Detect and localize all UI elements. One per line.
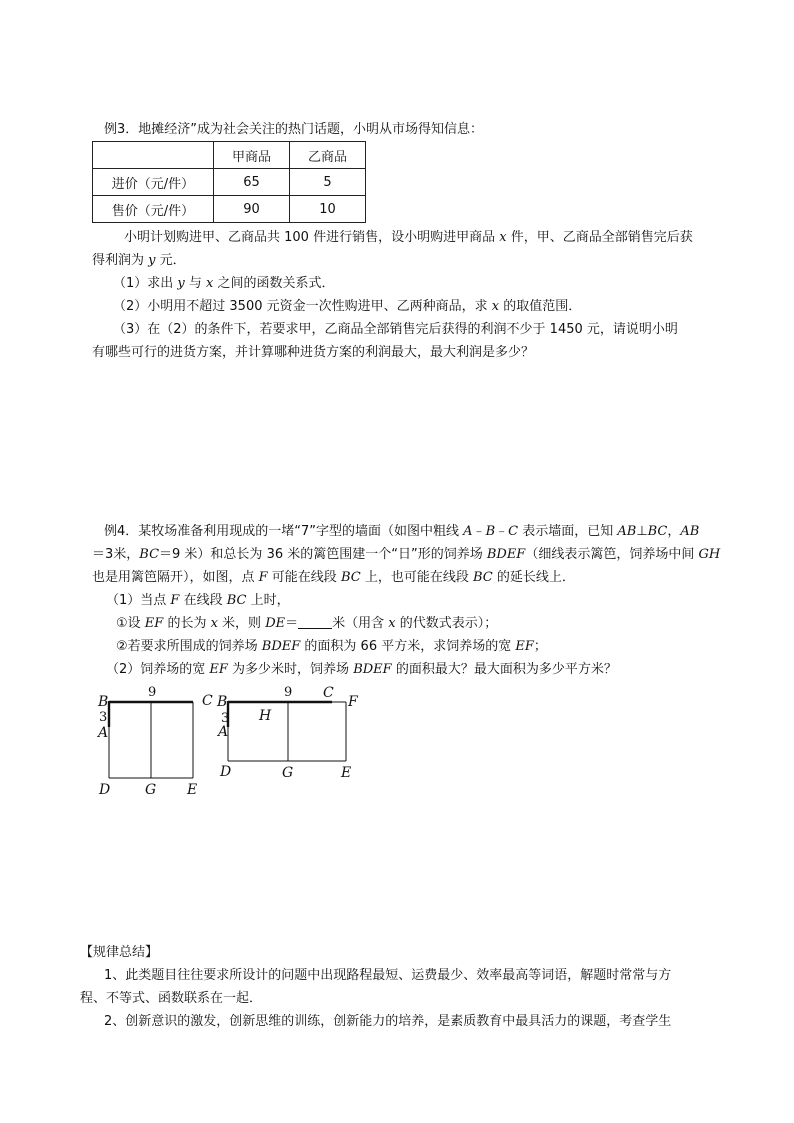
ex4-line2: ＝3米，BC＝9 米）和总长为 36 米的篱笆围建一个“日”形的饲养场 BDEF（细线表示篱笆，饲养场中间 GH: [92, 547, 721, 562]
label-a: A: [218, 724, 229, 740]
ex4-sub1: （1）当点 F 在线段 BC 上时，: [106, 593, 290, 608]
table-cell: 10: [290, 196, 366, 223]
table-row: [93, 196, 366, 223]
label-9: 9: [148, 685, 157, 700]
goods-table: [92, 141, 366, 223]
table-cell: 65: [214, 169, 290, 196]
summary-p2: 2、创新意识的激发，创新思维的训练，创新能力的培养，是素质教育中最具活力的课题，考查学生: [104, 1014, 672, 1029]
label-3: 3: [99, 710, 108, 725]
ex4-sub1b: ②若要求所围成的饲养场 BDEF 的面积为 66 平方米，求饲养场的宽 EF；: [116, 639, 547, 654]
ex3-question-3b: 有哪些可行的进货方案，并计算哪种进货方案的利润最大，最大利润是多少？: [92, 345, 535, 360]
label-d: D: [99, 782, 111, 798]
label-g: G: [282, 765, 294, 781]
ex3-question-2: （2）小明用不超过 3500 元资金一次性购进甲、乙两种商品，求 x 的取值范围．: [113, 299, 582, 314]
label-b: B: [98, 694, 109, 710]
label-g: G: [145, 782, 157, 798]
label-3: 3: [221, 711, 230, 726]
label-d: D: [220, 764, 232, 780]
table-header-row: [93, 142, 366, 169]
table-cell: 90: [214, 196, 290, 223]
label-c: C: [202, 693, 213, 709]
table-row: [93, 169, 366, 196]
ex4-line3: 也是用篱笆隔开），如图，点 F 可能在线段 BC 上，也可能在线段 BC 的延长线上．: [92, 570, 575, 585]
table-header-cell: [93, 142, 214, 169]
label-9: 9: [284, 685, 293, 700]
ex3-intro-line2: 得利润为 y 元．: [92, 253, 186, 268]
table-cell: 5: [290, 169, 366, 196]
figure-2: [214, 684, 364, 784]
label-e: E: [187, 782, 198, 798]
label-f: F: [348, 694, 358, 710]
answer-blank[interactable]: [298, 614, 332, 629]
ex4-line1: 例4．某牧场准备利用现成的一堵“7”字型的墙面（如图中粗线 A﹣B﹣C 表示墙面，已知 AB⊥BC，AB: [104, 524, 700, 539]
label-c: C: [323, 685, 334, 701]
figure-1: [96, 684, 229, 800]
ex3-question-3a: （3）在（2）的条件下，若要求甲，乙商品全部销售完后获得的利润不少于 1450 元，请说明小明: [113, 322, 678, 337]
summary-p1a: 1、此类题目往往要求所设计的问题中出现路程最短、运费最少、效率最高等词语，解题时常常与方: [104, 968, 672, 983]
ex4-sub1a: ①设 EF 的长为 x 米，则 DE＝ 米（用含 x 的代数式表示）；: [116, 616, 498, 631]
summary-heading: 【规律总结】: [80, 945, 159, 960]
table-header-cell: 甲商品: [214, 142, 290, 169]
label-h: H: [259, 708, 272, 724]
summary-p1b: 程、不等式、函数联系在一起．: [80, 991, 263, 1006]
label-e: E: [341, 765, 352, 781]
ex3-question-1: （1）求出 y 与 x 之间的函数关系式．: [113, 276, 335, 291]
table-cell: 进价（元/件）: [93, 169, 214, 196]
label-a: A: [98, 725, 109, 741]
ex4-sub2: （2）饲养场的宽 EF 为多少米时，饲养场 BDEF 的面积最大？最大面积为多少平方米？: [106, 662, 617, 677]
table-header-cell: 乙商品: [290, 142, 366, 169]
table-cell: 售价（元/件）: [93, 196, 214, 223]
ex3-intro-line1: 小明计划购进甲、乙商品共 100 件进行销售，设小明购进甲商品 x 件，甲、乙商品全部销售完后获: [124, 230, 693, 245]
ex3-title: 例3．地摊经济”成为社会关注的热门话题，小明从市场得知信息：: [104, 122, 484, 137]
label-b: B: [217, 694, 228, 710]
